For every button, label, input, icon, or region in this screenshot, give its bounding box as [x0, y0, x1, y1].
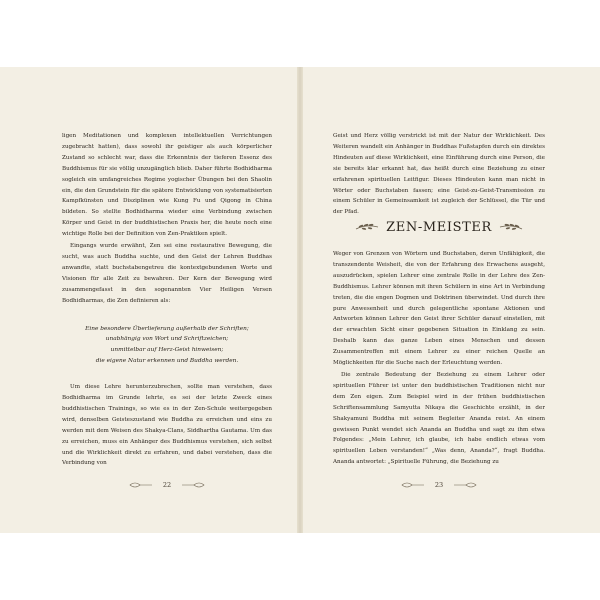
left-page-footer [62, 479, 272, 491]
right-paragraph-1: Weger von Grenzen von Wörtern und Buchstaben, deren Unfähigkeit, die transzendente Weisheit, die von der Erfahrung des Erwachens ausgeht, auszudrücken, spielen Lehrer eine zentrale Rolle in der Lehre des Zen-Buddhismus. Lehrer können mit ihren Schülern in eine Art in Verbindung treten, die die engen Dogmen und Doktrinen überwindet. Und durch ihre pure Anwesenheit und durch gelegentliche spontane Aktionen und Antworten können Lehrer den Geist ihrer Schüler darauf einstellen, mit der erwachten Sicht einer gegebenen Situation in Einklang zu sein. Deshalb kann das ganze Leben eines Menschen und dessen Zusammentreffen mit einem Lehrer zu einer reichen Quelle an Möglichkeiten für die Suche nach der Erleuchtung werden. [333, 251, 545, 367]
quote-line-1: Eine besondere Überlieferung außerhalb der Schriften; [85, 325, 249, 332]
scroll-ornament-icon [129, 481, 153, 489]
right-paragraph-2: Die zentrale Bedeutung der Beziehung zu einem Lehrer oder spirituellen Führer ist unter den buddhistischen Traditionen nicht nur dem Zen eigen. Zum Beispiel wird in der frühen buddhistischen Schriftensammlung Samyutta Nikaya die Geschichte erzählt, in der Shakyamuni Buddha mit seinem Begleiter Ananda reist. An einem gewissen Punkt wendet sich Ananda an Buddha und sagt zu ihm etwa Folgendes: „Mein Lehrer, ich glaube, ich habe endlich etwas vom spirituellen Leben verstanden!“ „Was denn, Ananda?“, fragt Buddha. Ananda antwortet: „Spirituelle Führung, die Beziehung zu [333, 371, 545, 466]
quote-line-4: die eigene Natur erkennen und Buddha werden. [95, 358, 239, 365]
quote-line-2: unabhängig von Wort und Schriftzeichen; [105, 336, 229, 343]
left-paragraph-2: Eingangs wurde erwähnt, Zen sei eine restaurative Bewegung, die sucht, was auch Buddha suchte, und den Geist der Lehren Buddhas anwandte, statt buchstabengetreu die kontextgebundenen Worte und Visionen für alle Zeit zu bewahren. Der Kern der Bewegung wird zusammengefasst in den sogenannten Vier Heiligen Versen Bodhidharmas, die Zen definieren als: [62, 243, 272, 304]
left-paragraph-1: ligen Meditationen und komplexen intellektuellen Verrichtungen zugebracht hatten), dass sowohl ihr geistiger als auch körperlicher Zustand so schlecht war, dass die Erkenntnis der tieferen Essenz des Buddhismus für sie völlig unzugänglich blieb. Daher führte Bodhidharma sogleich ein umfangreiches Regime yogischer Übungen bei den Shaolin ein, die den Grundstein für die spätere Entwicklung von systematisierten Kampfkünsten und Disziplinen wie Kung Fu und Qigong in China bildeten. So stellte Bodhidharma wieder eine Verbindung zwischen Körper und Geist in der buddhistischen Praxis her, die heute noch eine wichtige Rolle bei der Definition von Zen-Praktiken spielt. [62, 133, 272, 238]
section-heading-title: ZEN-MEISTER [386, 219, 492, 235]
left-page-body [62, 131, 272, 469]
right-paragraph-top: Geist und Herz völlig verstrickt ist mit der Natur der Wirklichkeit. Des Weiteren wandelt ein Anhänger in Buddhas Fußstapfen durch ein direktes Hindeuten auf diese Wirklichkeit, eine Einführung durch eine Person, die sie bereits klar erkannt hat, das heißt durch eine Beziehung zu einer erfahrenen spirituellen Leitfigur. Dieses Hindeuten kann man nicht in Wörter oder Buchstaben fassen; eine Geist-zu-Geist-Transmission zu einem Schüler in Gemeinsamkeit ist zugleich der Schlüssel, die Tür und der Pfad. [333, 133, 545, 216]
section-heading [333, 214, 545, 240]
right-page-footer [333, 479, 545, 491]
four-holy-verses-quote [62, 324, 272, 368]
page-number: 22 [162, 481, 172, 489]
quote-line-3: unmittelbar auf Herz-Geist hinweisen; [110, 347, 224, 354]
scroll-ornament-icon [181, 481, 205, 489]
scroll-ornament-icon [453, 481, 477, 489]
right-page-body [333, 249, 545, 468]
page-number: 23 [434, 481, 444, 489]
left-page [62, 67, 272, 533]
book-spread [0, 67, 600, 533]
left-paragraph-3: Um diese Lehre herunterzubrechen, sollte man verstehen, dass Bodhidharma im Grunde lehrte, es sei der letzte Zweck eines buddhistischen Trainings, so wie es in der Zen-Schule weitergegeben wird, denselben Geisteszustand wie Buddha zu erreichen und eins zu werden mit dem Weisen des Shakya-Clans, Siddhartha Gautama. Um das zu erreichen, muss ein Anhänger des Buddhismus verstehen, sich selbst und die Wirklichkeit direkt zu erfahren, und dabei verstehen, dass die Verbindung von [62, 384, 272, 467]
laurel-branch-icon [498, 222, 524, 232]
right-page [333, 67, 545, 533]
scroll-ornament-icon [401, 481, 425, 489]
book-spine [297, 67, 303, 533]
laurel-branch-icon [354, 222, 380, 232]
right-page-top-body [333, 131, 545, 218]
